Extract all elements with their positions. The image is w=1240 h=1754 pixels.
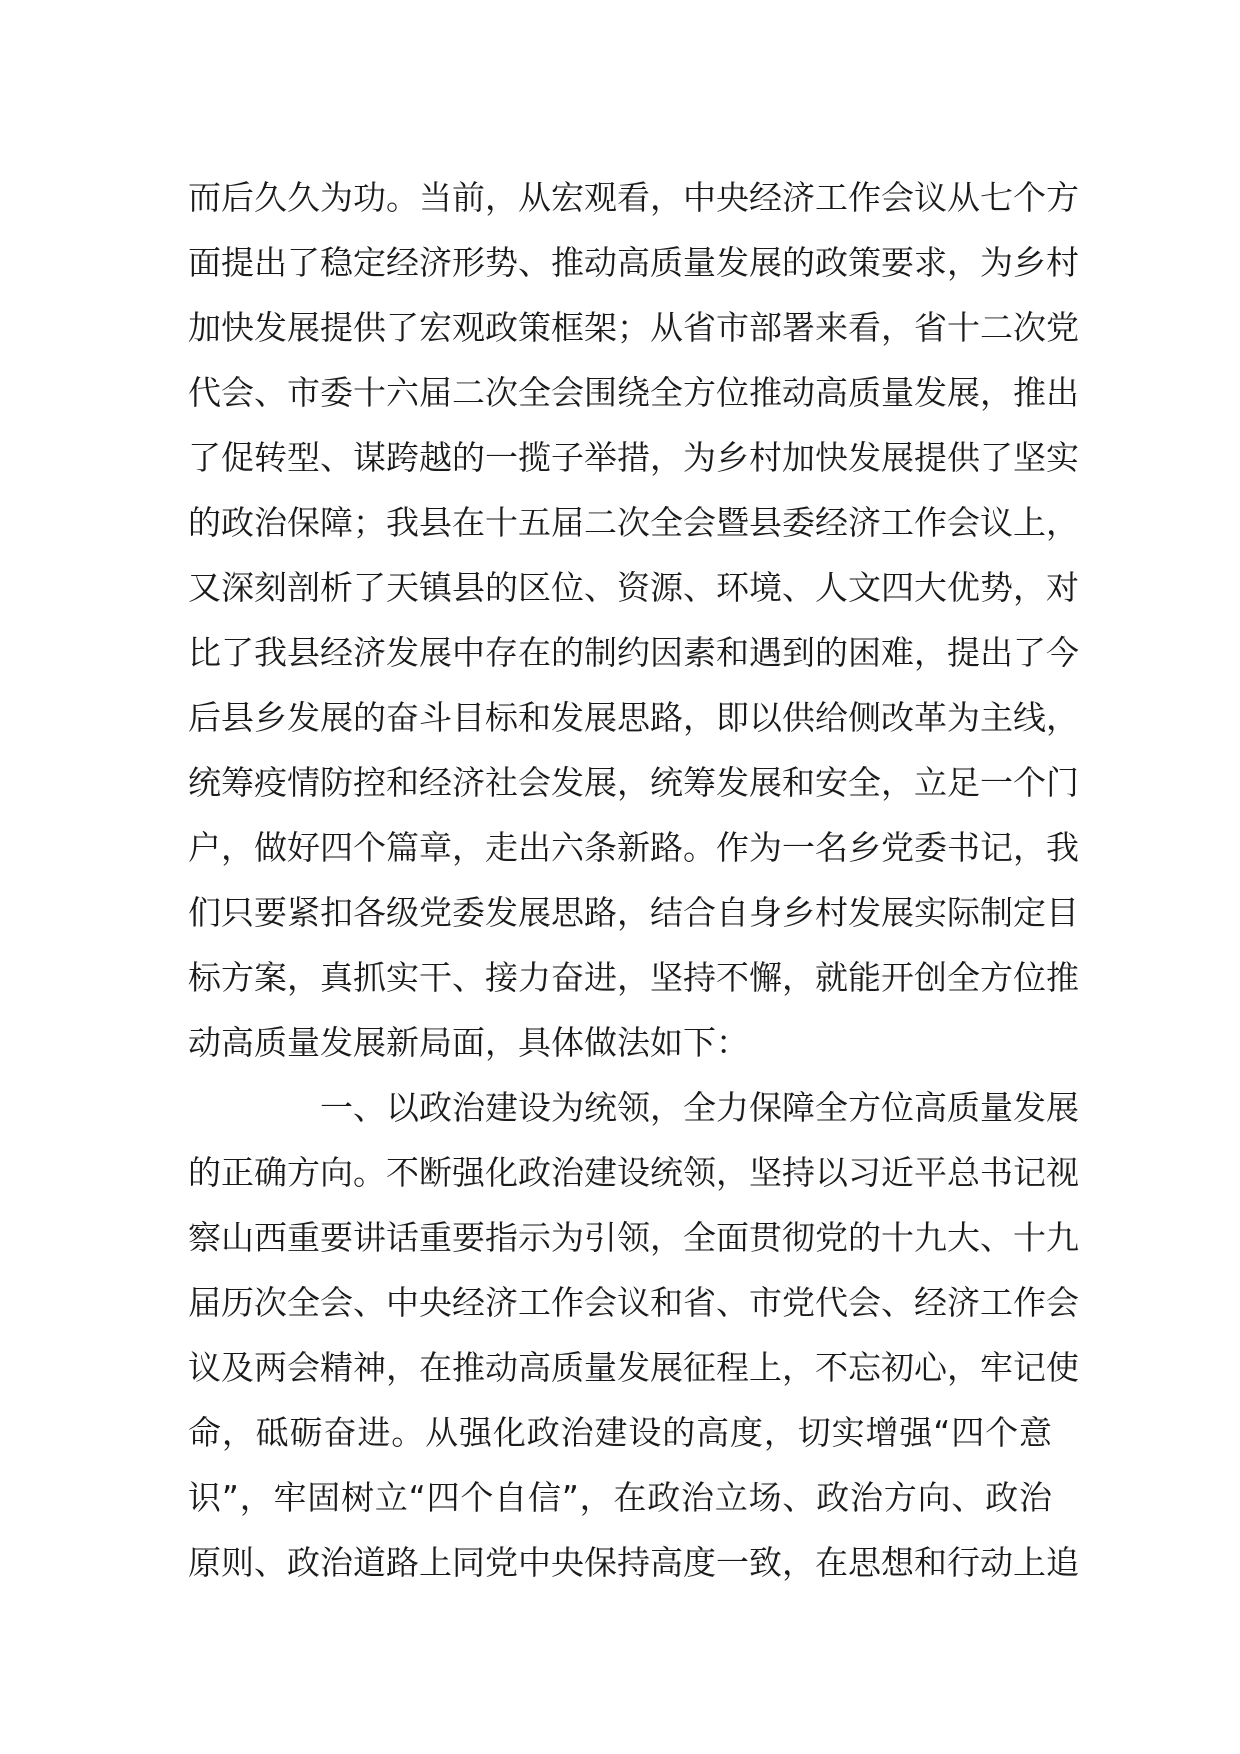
text-line: 的政治保障；我县在十五届二次全会暨县委经济工作会议上， [188,503,1079,542]
text-line: 比了我县经济发展中存在的制约因素和遇到的困难，提出了今 [188,633,1079,672]
paragraph-1 [188,165,1079,1075]
text-line: 又深刻剖析了天镇县的区位、资源、环境、人文四大优势，对 [188,568,1079,607]
paragraph-2 [188,1075,1079,1595]
text-line: 而后久久为功。当前，从宏观看，中央经济工作会议从七个方 [188,178,1079,217]
text-line: 们只要紧扣各级党委发展思路，结合自身乡村发展实际制定目 [188,893,1079,932]
text-line: 动高质量发展新局面，具体做法如下： [188,1023,749,1062]
text-line: 识”，牢固树立“四个自信”，在政治立场、政治方向、政治 [188,1478,1052,1517]
text-line: 命，砥砺奋进。从强化政治建设的高度，切实增强“四个意 [188,1413,1052,1452]
text-line: 届历次全会、中央经济工作会议和省、市党代会、经济工作会 [188,1283,1079,1322]
section-heading-line: 一、以政治建设为统领，全力保障全方位高质量发展 [320,1088,1079,1127]
text-line: 户，做好四个篇章，走出六条新路。作为一名乡党委书记，我 [188,828,1079,867]
text-line: 加快发展提供了宏观政策框架；从省市部署来看，省十二次党 [188,308,1079,347]
text-line: 原则、政治道路上同党中央保持高度一致，在思想和行动上追 [188,1543,1079,1582]
text-line: 议及两会精神，在推动高质量发展征程上，不忘初心，牢记使 [188,1348,1079,1387]
text-line: 的正确方向。不断强化政治建设统领，坚持以习近平总书记视 [188,1153,1079,1192]
text-line: 统筹疫情防控和经济社会发展，统筹发展和安全，立足一个门 [188,763,1079,802]
text-line: 察山西重要讲话重要指示为引领，全面贯彻党的十九大、十九 [188,1218,1079,1257]
text-line: 后县乡发展的奋斗目标和发展思路，即以供给侧改革为主线， [188,698,1079,737]
text-line: 了促转型、谋跨越的一揽子举措，为乡村加快发展提供了坚实 [188,438,1079,477]
body-text [188,165,1079,1595]
text-line: 代会、市委十六届二次全会围绕全方位推动高质量发展，推出 [188,373,1079,412]
text-line: 面提出了稳定经济形势、推动高质量发展的政策要求，为乡村 [188,243,1079,282]
text-line: 标方案，真抓实干、接力奋进，坚持不懈，就能开创全方位推 [188,958,1079,997]
